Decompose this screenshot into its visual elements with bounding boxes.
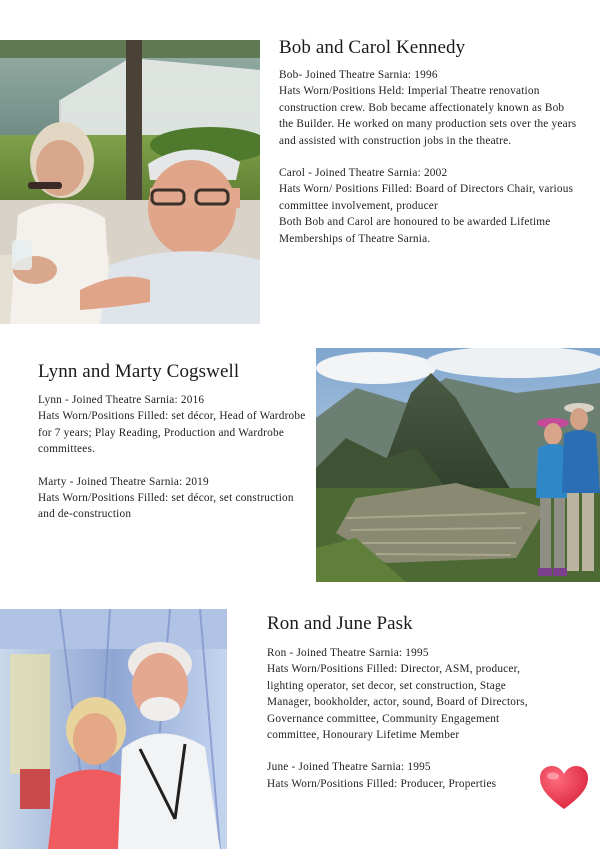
section-body-pask xyxy=(267,645,537,792)
member-honours: Both Bob and Carol are honoured to be awarded Lifetime Memberships of Theatre Sarnia. xyxy=(279,216,551,245)
member-joined: Carol - Joined Theatre Sarnia: 2002 xyxy=(279,167,448,180)
section-title-kennedy: Bob and Carol Kennedy xyxy=(279,37,466,58)
photo-ron-june-pask xyxy=(0,609,227,849)
member-roles: Hats Worn/Positions Filled: Director, ASM, producer, lighting operator, set decor, set construction, Stage Manager, bookholder, actor, sound, Board of Directors, Governance committee, Community Engagement committee, Honourary Lifetime Member xyxy=(267,663,528,742)
member-roles: Hats Worn/Positions Filled: set décor, Head of Wardrobe for 7 years; Play Reading, Production and Wardrobe committees. xyxy=(38,410,306,456)
member-joined: Ron - Joined Theatre Sarnia: 1995 xyxy=(267,647,429,659)
member-joined: June - Joined Theatre Sarnia: 1995 xyxy=(267,761,431,774)
member-joined: Bob- Joined Theatre Sarnia: 1996 xyxy=(279,69,438,81)
photo-lynn-marty-cogswell xyxy=(316,348,600,582)
heart-icon xyxy=(539,765,589,811)
member-roles: Hats Worn/Positions Filled: set décor, set construction and de-construction xyxy=(38,492,294,521)
member-joined: Marty - Joined Theatre Sarnia: 2019 xyxy=(38,475,209,488)
member-roles: Hats Worn/Positions Held: Imperial Theatre renovation construction crew. Bob became affectionately known as Bob the Builder. He worked on many production sets over the years and assisted with construction jobs in the theatre. xyxy=(279,85,577,147)
member-joined: Lynn - Joined Theatre Sarnia: 2016 xyxy=(38,394,205,406)
member-roles: Hats Worn/ Positions Filled: Board of Directors Chair, various committee involvement, producer xyxy=(279,183,574,212)
section-body-cogswell xyxy=(38,392,308,523)
section-title-cogswell: Lynn and Marty Cogswell xyxy=(38,361,240,382)
member-roles: Hats Worn/Positions Filled: Producer, Properties xyxy=(267,777,497,790)
section-title-pask: Ron and June Pask xyxy=(267,613,413,634)
section-body-kennedy xyxy=(279,67,579,247)
photo-bob-carol-kennedy xyxy=(0,40,260,324)
